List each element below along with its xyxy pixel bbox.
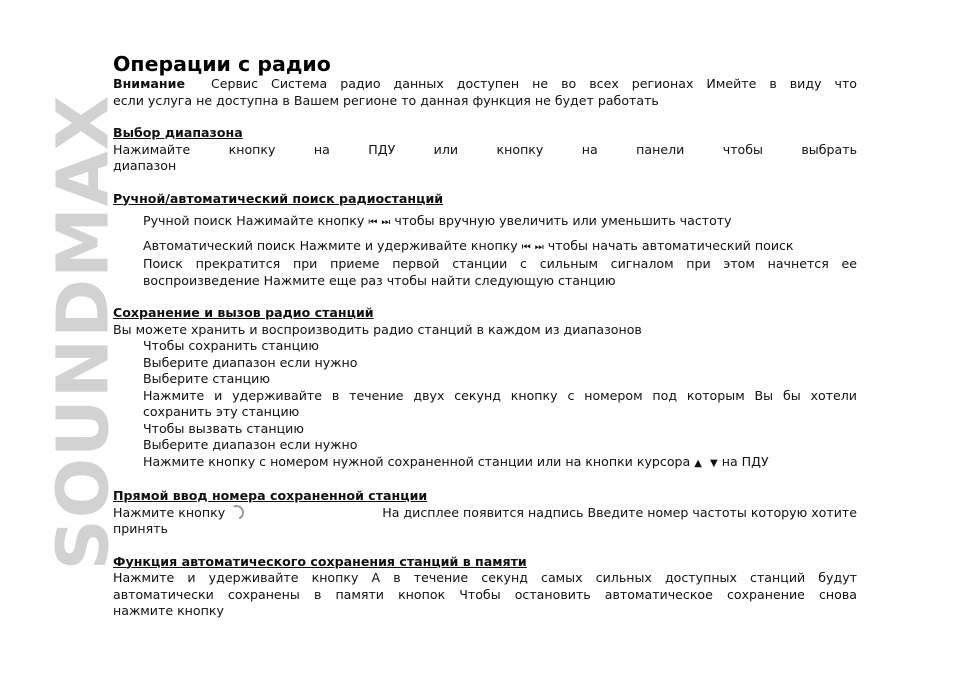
save-step-3: Нажмите и удерживайте в течение двух секунд кнопку с номером под которым Вы бы хотели bbox=[143, 387, 857, 403]
auto-search-line-2: Поиск прекратится при приеме первой станции с сильным сигналом при этом начнется ее bbox=[143, 256, 857, 271]
recall-step-1: Выберите диапазон если нужно bbox=[143, 437, 358, 452]
direct-line-2: принять bbox=[113, 521, 168, 536]
next-track-icon: ⏭ bbox=[381, 217, 391, 228]
manual-search-line: Ручной поиск Нажимайте кнопку ⏮ ⏭ чтобы вручную увеличить или уменьшить частоту bbox=[113, 213, 857, 232]
presets-heading: Сохранение и вызов радио станций bbox=[113, 305, 374, 320]
autostore-line-3: нажмите кнопку bbox=[113, 603, 224, 618]
manual-page bbox=[113, 52, 857, 620]
recall-title: Чтобы вызвать станцию bbox=[143, 420, 304, 436]
cursor-up-icon: ▲ bbox=[694, 457, 702, 469]
auto-search-line-3: воспроизведение Нажмите еще раз чтобы найти следующую станцию bbox=[143, 272, 616, 288]
logo-text: SOUNDMAX bbox=[41, 94, 125, 570]
auto-search-line: Автоматический поиск Нажмите и удерживайте кнопку ⏮ ⏭ чтобы начать автоматический поиск bbox=[113, 238, 857, 257]
warning-text-1: Сервис Система радио данных доступен не во всех регионах Имейте в виду что bbox=[210, 76, 857, 91]
save-step-1: Выберите диапазон если нужно bbox=[143, 354, 358, 370]
search-heading: Ручной/автоматический поиск радиостанций bbox=[113, 190, 444, 206]
save-step-2: Выберите станцию bbox=[143, 371, 270, 386]
prev-track-icon: ⏮ bbox=[521, 241, 531, 253]
page-title: Операции с радио bbox=[113, 52, 331, 76]
next-track-icon: ⏭ bbox=[534, 241, 544, 253]
save-step-3b: сохранить эту станцию bbox=[143, 404, 300, 419]
autostore-line-2: автоматически сохранены в памяти кнопок Чтобы остановить автоматическое сохранение снова bbox=[113, 586, 857, 602]
direct-line-1: Нажмите кнопку На дисплее появится надпись Введите номер частоты которую хотите bbox=[113, 505, 857, 522]
warning-line-1 bbox=[113, 76, 857, 93]
direct-heading: Прямой ввод номера сохраненной станции bbox=[113, 488, 428, 503]
recall-step-2: Нажмите кнопку с номером нужной сохраненной станции или на кнопки курсора ▲ ▼ на ПДУ bbox=[113, 454, 857, 473]
autostore-heading: Функция автоматического сохранения станций в памяти bbox=[113, 553, 527, 569]
cursor-down-icon: ▼ bbox=[710, 457, 718, 469]
presets-intro: Вы можете хранить и воспроизводить радио станций в каждом из диапазонов bbox=[113, 321, 642, 337]
prev-track-icon: ⏮ bbox=[368, 217, 378, 228]
autostore-line-1: Нажмите и удерживайте кнопку А в течение секунд самых сильных доступных станций будут bbox=[113, 570, 857, 585]
band-heading: Выбор диапазона bbox=[113, 125, 243, 140]
band-line-1: Нажимайте кнопку на ПДУ или кнопку на панели чтобы выбрать bbox=[113, 141, 857, 157]
band-line-2: диапазон bbox=[113, 158, 177, 173]
warning-line-2: если услуга не доступна в Вашем регионе то данная функция не будет работать bbox=[113, 92, 659, 108]
save-title: Чтобы сохранить станцию bbox=[143, 338, 319, 353]
warning-label: Внимание bbox=[113, 76, 185, 91]
